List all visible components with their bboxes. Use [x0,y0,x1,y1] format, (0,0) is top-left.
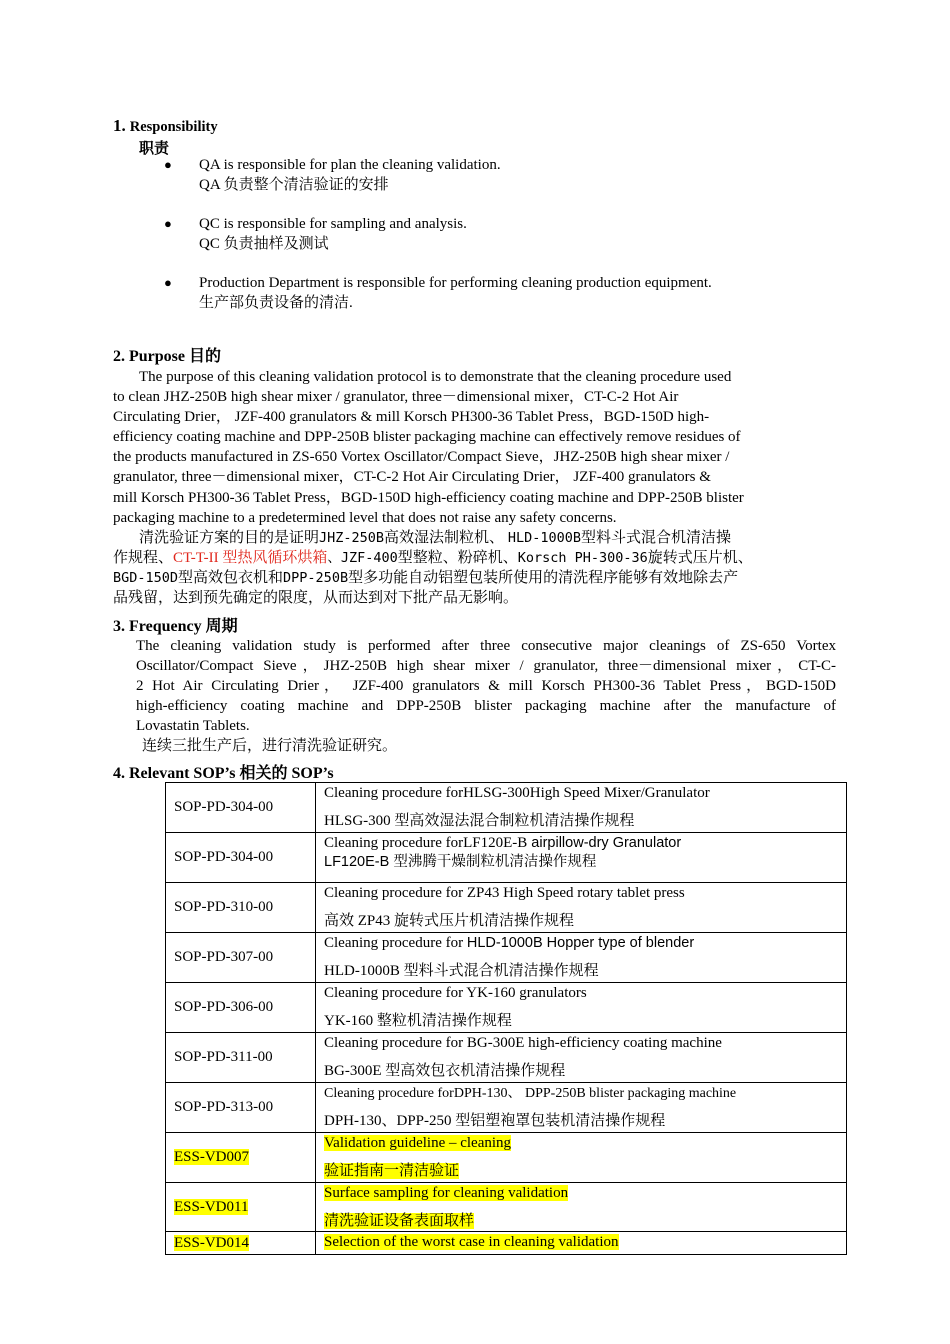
section-heading-sops: 4. Relevant SOP’s 相关的 SOP’s [113,765,334,782]
sop-title-en: Selection of the worst case in cleaning validation [324,1234,619,1250]
section-title: Responsibility [129,119,218,135]
sop-description [316,833,847,883]
sop-table [165,782,847,1255]
text-run: 型多功能自动铝塑包装所使用的清洗程序能够有效地除去产 [348,570,739,586]
sop-title-cn: 高效 ZP43 旋转式压片机清洁操作规程 [324,913,575,929]
sop-code: SOP-PD-311-00 [166,1033,316,1083]
responsibility-item-cn: 生产部负责设备的清洁. [199,295,353,311]
sop-code [166,1232,316,1255]
sop-title-en: Cleaning procedure for ZP43 High Speed rotary tablet press [324,885,685,901]
sop-title-en: Cleaning procedure forDPH-130、 DPP-250B blister packaging machine [324,1086,737,1101]
section-heading-frequency: 3. Frequency 周期 [113,618,238,635]
sop-title-cn: LF120E-B 型沸腾干燥制粒机清洁操作规程 [324,854,597,870]
sop-code: SOP-PD-304-00 [166,783,316,833]
text-run: 型整粒、粉碎机、 [397,550,518,566]
sop-title-en: Cleaning procedure for [324,935,467,951]
text-run: 高效湿法制粒机、 [384,530,505,546]
sop-title-cn: YK-160 整粒机清洁操作规程 [324,1013,512,1029]
sop-title-en: HLD-1000B Hopper type of blender [466,935,695,951]
sop-title-cn: DPH-130、DPP-250 型铝塑袍罩包装机清洁操作规程 [324,1113,666,1129]
frequency-line: Lovastatin Tablets. [136,718,250,734]
responsibility-item-cn: QC 负责抽样及测试 [199,236,329,252]
text-run: 型料斗式混合机清洁操 [580,530,731,546]
purpose-cn-line [113,548,753,568]
purpose-line: mill Korsch PH300-36 Tablet Press，BGD-150D high-efficiency coating machine and DPP-250B blister [113,490,744,506]
section-heading-responsibility [113,116,218,136]
sop-title-en: Cleaning procedure for YK-160 granulators [324,985,587,1001]
sop-title-en: Cleaning procedure forLF120E-B [324,835,528,851]
section-title-cn: 职责 [139,141,170,157]
sop-description [316,1133,847,1183]
purpose-line: Circulating Drier， JZF-400 granulators & mill Korsch PH300-36 Tablet Press，BGD-150D high- [113,409,710,425]
text-run: 作规程、 [113,550,174,566]
text-run: BGD-150D [113,570,179,586]
sop-description [316,1033,847,1083]
bullet-icon: ● [164,157,172,172]
table-row [166,1033,847,1083]
purpose-cn-line [139,528,731,548]
red-text-run: CT-T-II 型热风循环烘箱 [173,550,328,566]
purpose-cn-line: 品残留，达到预先确定的限度，从而达到对下批产品无影响。 [113,590,519,606]
responsibility-item-cn: QA 负责整个清洁验证的安排 [199,177,389,193]
table-row [166,883,847,933]
frequency-line: The cleaning validation study is performed after three consecutive major cleanings of ZS-650 Vortex [136,638,836,654]
sop-code: SOP-PD-313-00 [166,1083,316,1133]
table-row [166,1183,847,1232]
sop-description [316,783,847,833]
sop-description [316,1083,847,1133]
sop-title-en: Cleaning procedure forHLSG-300High Speed Mixer/Granulator [324,785,710,801]
sop-code: SOP-PD-306-00 [166,983,316,1033]
sop-code [166,1183,316,1232]
frequency-cn: 连续三批生产后，进行清洗验证研究。 [142,738,398,754]
table-row [166,983,847,1033]
responsibility-item-en: Production Department is responsible for performing cleaning production equipment. [199,275,712,291]
text-run: 型高效包衣机和 [178,570,284,586]
table-row [166,933,847,983]
text-run: 旋转式压片机、 [647,550,753,566]
sop-title-en: Validation guideline – cleaning [324,1135,512,1151]
sop-title-en: airpillow-dry Granulator [527,835,682,851]
sop-code-highlighted: ESS-VD007 [174,1149,250,1165]
text-run: 清洗验证方案的目的是证明 [139,530,320,546]
section-heading-purpose: 2. Purpose 目的 [113,348,222,365]
sop-code: SOP-PD-307-00 [166,933,316,983]
purpose-line: the products manufactured in ZS-650 Vortex Oscillator/Compact Sieve，JHZ-250B high shear mixer / [113,449,730,465]
text-run: JHZ-250B [319,530,385,546]
text-run: Korsch PH-300-36 [517,550,648,566]
sop-title-cn: 验证指南一清洁验证 [324,1163,460,1179]
sop-description [316,883,847,933]
purpose-line: The purpose of this cleaning validation protocol is to demonstrate that the cleaning procedure used [139,369,732,385]
responsibility-item-en: QC is responsible for sampling and analysis. [199,216,467,232]
sop-title-cn: BG-300E 型高效包衣机清洁操作规程 [324,1063,566,1079]
sop-title-cn: HLD-1000B 型料斗式混合机清洁操作规程 [324,963,599,979]
sop-title-en: Cleaning procedure for BG-300E high-efficiency coating machine [324,1035,722,1051]
sop-description [316,983,847,1033]
sop-code [166,1133,316,1183]
sop-title-cn: HLSG-300 型高效湿法混合制粒机清洁操作规程 [324,813,635,829]
text-run: HLD-1000B [507,530,581,546]
sop-description [316,1183,847,1232]
frequency-line: Oscillator/Compact Sieve，JHZ-250B high shear mixer / granulator, three－dimensional mixer，CT-C- [136,658,836,674]
sop-description [316,933,847,983]
text-run: 、JZF-400 [327,550,398,566]
sop-code-highlighted: ESS-VD011 [174,1198,249,1215]
table-row [166,783,847,833]
section-number: 1. [113,116,126,135]
sop-code: SOP-PD-304-00 [166,833,316,883]
purpose-line: granulator, three－dimensional mixer，CT-C-2 Hot Air Circulating Drier， JZF-400 granulators & [113,469,711,485]
purpose-line: efficiency coating machine and DPP-250B blister packaging machine can effectively remove residues of [113,429,741,445]
purpose-line: to clean JHZ-250B high shear mixer / granulator, three－dimensional mixer，CT-C-2 Hot Air [113,389,679,405]
bullet-icon: ● [164,275,172,290]
sop-title-en: Surface sampling for cleaning validation [324,1185,569,1201]
table-row [166,833,847,883]
sop-description [316,1232,847,1255]
table-row [166,1232,847,1255]
purpose-cn-line [113,568,738,588]
frequency-line: 2 Hot Air Circulating Drier， JZF-400 granulators & mill Korsch PH300-36 Tablet Press，BGD-150D [136,678,836,694]
sop-code-highlighted: ESS-VD014 [174,1234,250,1251]
table-row [166,1133,847,1183]
text-run: DPP-250B [283,570,349,586]
bullet-icon: ● [164,216,172,231]
sop-title-cn: 清洗验证设备表面取样 [324,1213,475,1229]
frequency-line: high-efficiency coating machine and DPP-250B blister packaging machine after the manufacture of [136,698,836,714]
table-row [166,1083,847,1133]
sop-code: SOP-PD-310-00 [166,883,316,933]
responsibility-item-en: QA is responsible for plan the cleaning validation. [199,157,501,173]
purpose-line: packaging machine to a predetermined level that does not raise any safety concerns. [113,510,617,526]
